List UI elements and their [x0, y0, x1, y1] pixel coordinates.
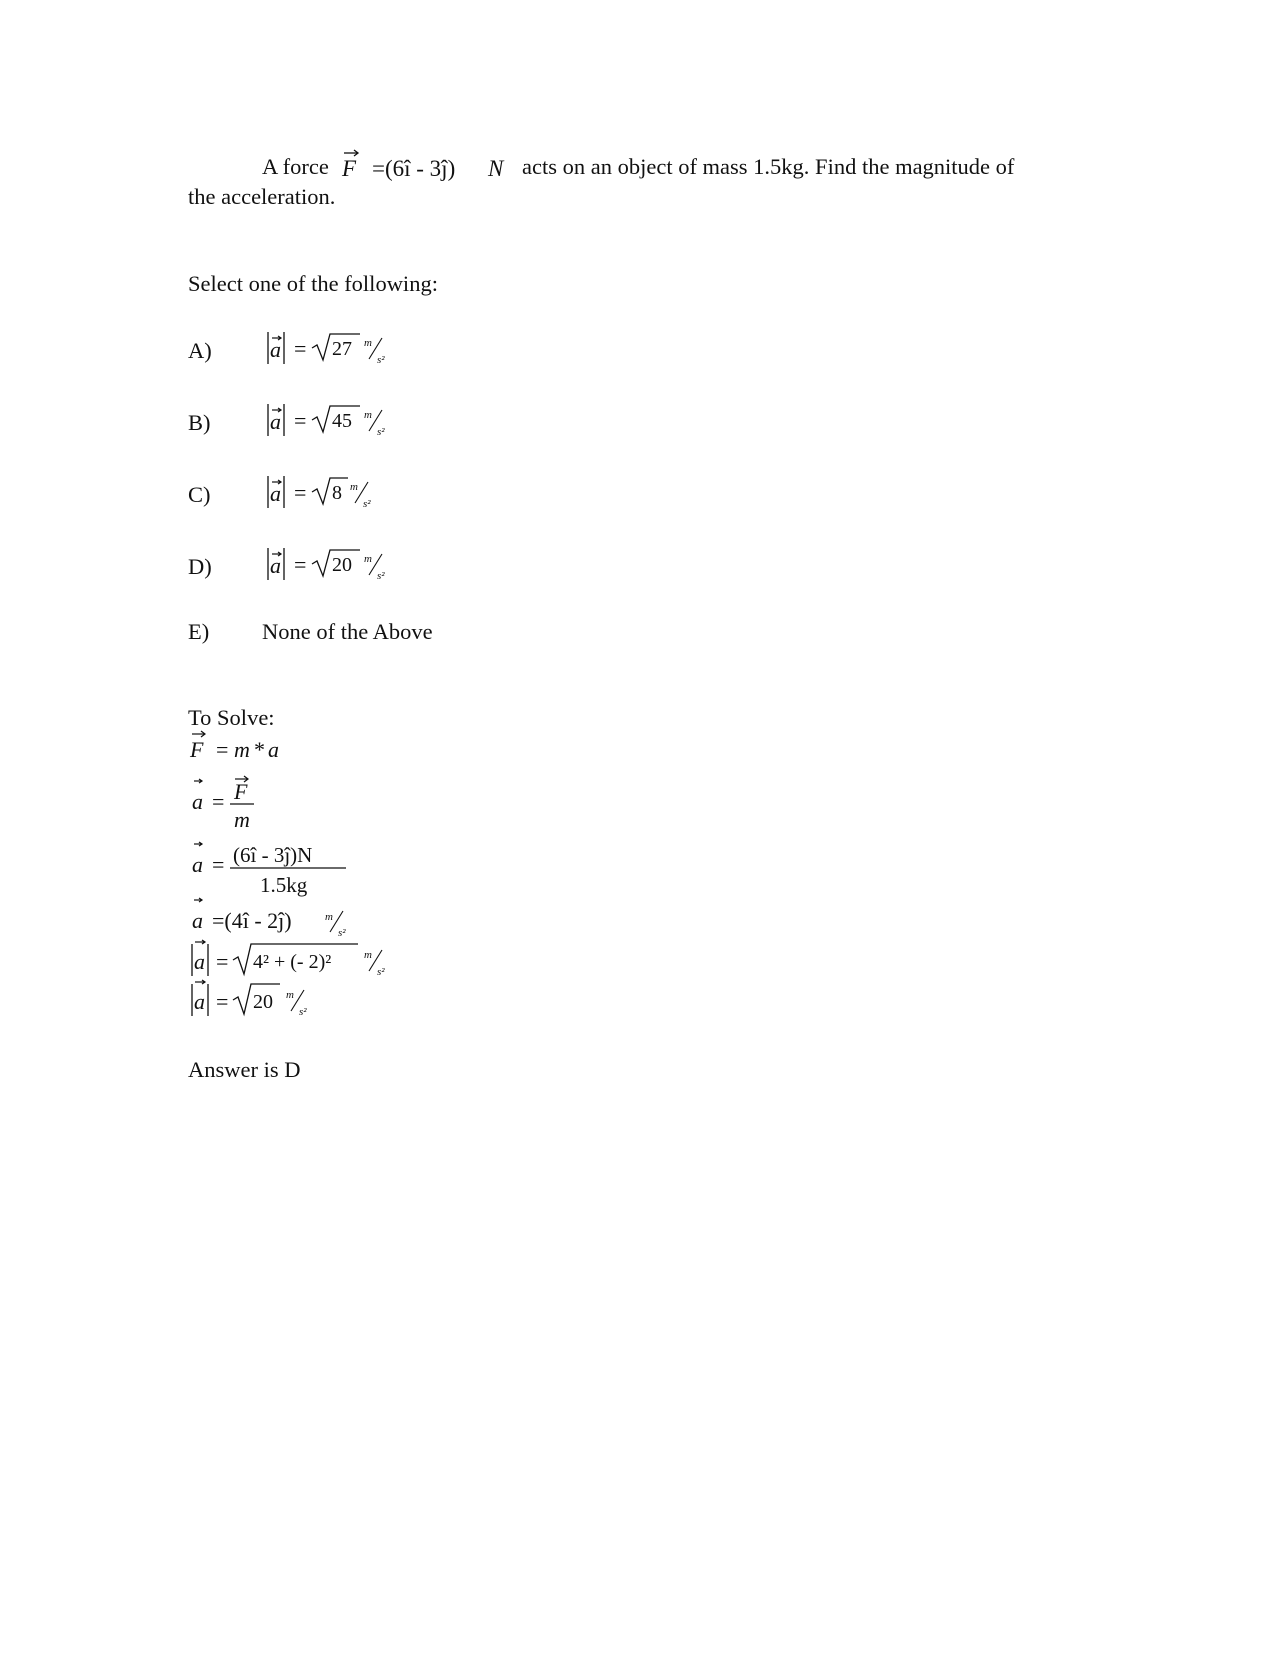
option-e-label: E) — [188, 619, 210, 644]
svg-text:m: m — [234, 737, 250, 762]
solution-heading: To Solve: — [188, 705, 275, 730]
svg-text:a: a — [268, 737, 279, 762]
svg-text:a: a — [194, 949, 205, 974]
option-b-unit-num: m — [364, 409, 372, 421]
option-a-unit-den: s² — [377, 354, 385, 366]
answer-text: Answer is D — [188, 1057, 301, 1082]
question-line2: the acceleration. — [188, 184, 336, 209]
svg-text:m: m — [364, 949, 372, 961]
svg-text:=: = — [216, 989, 229, 1014]
option-a-formula — [262, 326, 412, 368]
question-prefix: A force — [262, 154, 329, 179]
solution-eq2 — [188, 775, 308, 835]
svg-text:=: = — [212, 852, 225, 877]
option-a-radicand: 27 — [332, 338, 352, 360]
svg-text:a: a — [194, 989, 205, 1014]
option-d-unit-den: s² — [377, 570, 385, 582]
svg-text:*: * — [254, 737, 265, 762]
force-symbol: F — [342, 156, 357, 181]
svg-text:=: = — [216, 737, 229, 762]
solution-eq6 — [188, 976, 388, 1022]
option-c-formula — [262, 470, 412, 512]
svg-text:a: a — [192, 789, 203, 814]
svg-text:F: F — [190, 737, 204, 762]
svg-text:=: = — [216, 949, 229, 974]
option-d-label: D) — [188, 554, 212, 579]
option-b-radicand: 45 — [332, 410, 352, 432]
option-a-unit-num: m — [364, 337, 372, 349]
solution-eq1 — [188, 730, 308, 764]
option-b-unit-den: s² — [377, 426, 385, 438]
option-c-unit-num: m — [350, 481, 358, 493]
option-d-formula — [262, 542, 412, 584]
svg-text:=: = — [212, 789, 225, 814]
question-suffix: acts on an object of mass 1.5kg. Find the magnitude of — [522, 154, 1015, 179]
svg-text:=: = — [294, 480, 307, 505]
svg-text:a: a — [270, 337, 281, 362]
option-b-label: B) — [188, 410, 211, 435]
force-vector-expression — [340, 148, 520, 184]
svg-text:=: = — [294, 336, 307, 361]
svg-text:=(4î - 2ĵ): =(4î - 2ĵ) — [212, 908, 292, 933]
option-c-radicand: 8 — [332, 482, 342, 504]
force-expression: =(6î - 3ĵ) — [372, 156, 456, 181]
svg-text:m: m — [325, 911, 333, 923]
svg-text:=: = — [294, 552, 307, 577]
solution-eq3 — [188, 838, 388, 898]
svg-text:a: a — [192, 852, 203, 877]
select-prompt: Select one of the following: — [188, 271, 438, 296]
option-a-label: A) — [188, 338, 212, 363]
option-c-label: C) — [188, 482, 211, 507]
svg-text:s²: s² — [338, 927, 346, 939]
solution-eq4 — [188, 894, 388, 938]
svg-text:a: a — [270, 409, 281, 434]
svg-text:a: a — [192, 908, 203, 933]
svg-text:4² + (- 2)²: 4² + (- 2)² — [253, 951, 332, 973]
svg-text:s²: s² — [377, 966, 385, 978]
svg-text:F: F — [234, 779, 248, 804]
svg-text:a: a — [270, 481, 281, 506]
option-e-text: None of the Above — [262, 619, 433, 644]
force-unit: N — [488, 156, 504, 181]
svg-text:s²: s² — [299, 1006, 307, 1018]
svg-text:m: m — [286, 989, 294, 1001]
svg-text:m: m — [234, 807, 250, 832]
svg-text:20: 20 — [253, 991, 273, 1013]
svg-text:=: = — [294, 408, 307, 433]
svg-text:1.5kg: 1.5kg — [260, 873, 308, 897]
option-d-unit-num: m — [364, 553, 372, 565]
option-d-radicand: 20 — [332, 554, 352, 576]
svg-text:a: a — [270, 553, 281, 578]
option-c-unit-den: s² — [363, 498, 371, 510]
option-b-formula — [262, 398, 412, 440]
svg-text:(6î - 3ĵ)N: (6î - 3ĵ)N — [233, 843, 313, 867]
